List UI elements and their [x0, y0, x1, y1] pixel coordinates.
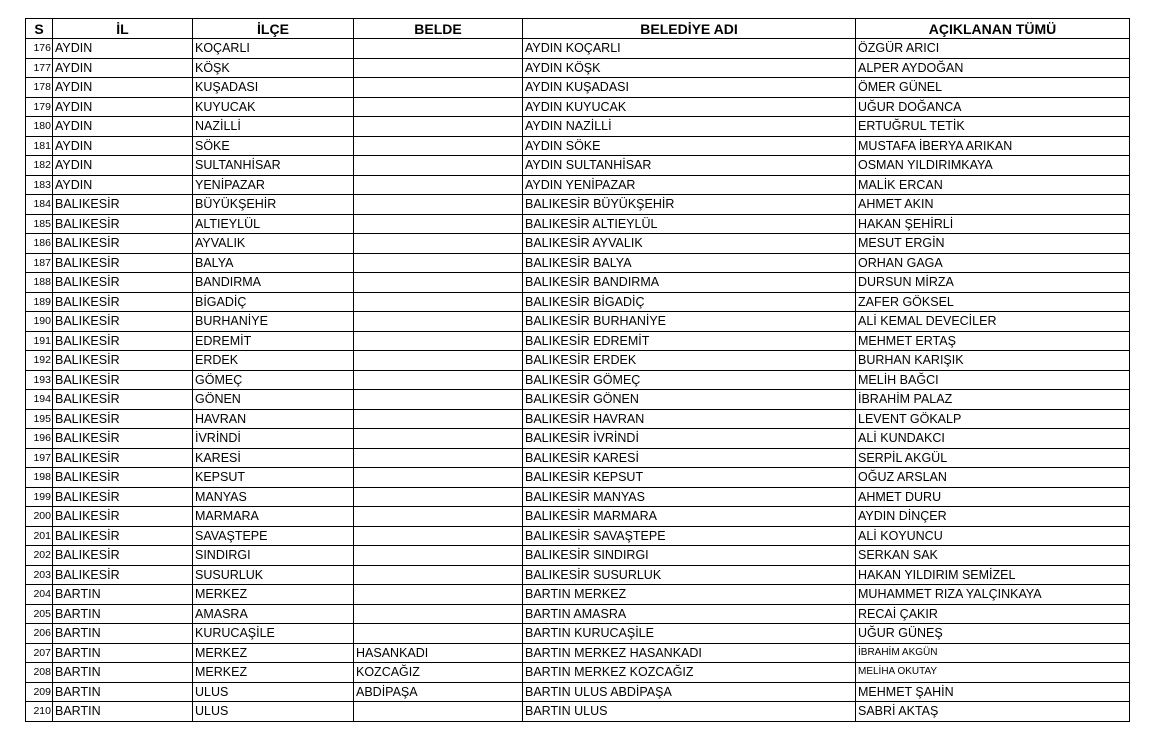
- cell-s: 210: [26, 702, 53, 722]
- cell-aciklanan: SERKAN SAK: [856, 546, 1130, 566]
- cell-aciklanan: ORHAN GAGA: [856, 253, 1130, 273]
- cell-s: 181: [26, 136, 53, 156]
- cell-belediye-adi: BALIKESİR SUSURLUK: [523, 565, 856, 585]
- cell-s: 206: [26, 624, 53, 644]
- cell-il: AYDIN: [53, 58, 193, 78]
- cell-ilce: ULUS: [193, 702, 354, 722]
- cell-il: BARTIN: [53, 604, 193, 624]
- cell-aciklanan: OĞUZ ARSLAN: [856, 468, 1130, 488]
- cell-belde: [354, 702, 523, 722]
- cell-aciklanan: AHMET DURU: [856, 487, 1130, 507]
- cell-s: 197: [26, 448, 53, 468]
- cell-ilce: ERDEK: [193, 351, 354, 371]
- cell-ilce: KARESİ: [193, 448, 354, 468]
- cell-aciklanan: AYDIN DİNÇER: [856, 507, 1130, 527]
- cell-aciklanan: ALİ KOYUNCU: [856, 526, 1130, 546]
- cell-s: 177: [26, 58, 53, 78]
- cell-ilce: İVRİNDİ: [193, 429, 354, 449]
- cell-s: 185: [26, 214, 53, 234]
- cell-il: AYDIN: [53, 97, 193, 117]
- cell-il: AYDIN: [53, 39, 193, 59]
- cell-belediye-adi: BALIKESİR BANDIRMA: [523, 273, 856, 293]
- cell-belediye-adi: BALIKESİR AYVALIK: [523, 234, 856, 254]
- cell-belediye-adi: BALIKESİR KEPSUT: [523, 468, 856, 488]
- table-row: [26, 39, 1130, 59]
- cell-ilce: SAVAŞTEPE: [193, 526, 354, 546]
- cell-belediye-adi: BALIKESİR GÖMEÇ: [523, 370, 856, 390]
- cell-s: 180: [26, 117, 53, 137]
- cell-s: 202: [26, 546, 53, 566]
- table-row: [26, 526, 1130, 546]
- cell-belediye-adi: BALIKESİR SINDIRGI: [523, 546, 856, 566]
- cell-s: 194: [26, 390, 53, 410]
- cell-ilce: SULTANHİSAR: [193, 156, 354, 176]
- cell-s: 193: [26, 370, 53, 390]
- cell-s: 190: [26, 312, 53, 332]
- cell-s: 209: [26, 682, 53, 702]
- table-row: [26, 682, 1130, 702]
- cell-ilce: GÖNEN: [193, 390, 354, 410]
- cell-aciklanan: HAKAN YILDIRIM SEMİZEL: [856, 565, 1130, 585]
- cell-s: 188: [26, 273, 53, 293]
- cell-il: BALIKESİR: [53, 546, 193, 566]
- table-row: [26, 58, 1130, 78]
- cell-belde: [354, 507, 523, 527]
- cell-belde: [354, 253, 523, 273]
- cell-il: BALIKESİR: [53, 273, 193, 293]
- cell-belediye-adi: BALIKESİR MANYAS: [523, 487, 856, 507]
- cell-s: 176: [26, 39, 53, 59]
- cell-aciklanan: RECAİ ÇAKIR: [856, 604, 1130, 624]
- cell-ilce: KUYUCAK: [193, 97, 354, 117]
- table-row: [26, 390, 1130, 410]
- cell-belde: KOZCAĞIZ: [354, 663, 523, 683]
- table-row: [26, 331, 1130, 351]
- cell-il: BALIKESİR: [53, 468, 193, 488]
- cell-ilce: HAVRAN: [193, 409, 354, 429]
- col-header-belediye-adi: BELEDİYE ADI: [523, 19, 856, 39]
- cell-aciklanan: MEHMET ŞAHİN: [856, 682, 1130, 702]
- cell-belde: [354, 585, 523, 605]
- cell-aciklanan: LEVENT GÖKALP: [856, 409, 1130, 429]
- cell-s: 207: [26, 643, 53, 663]
- cell-aciklanan: ZAFER GÖKSEL: [856, 292, 1130, 312]
- cell-belediye-adi: AYDIN SÖKE: [523, 136, 856, 156]
- table-row: [26, 468, 1130, 488]
- cell-ilce: KEPSUT: [193, 468, 354, 488]
- table-row: [26, 97, 1130, 117]
- cell-belde: [354, 234, 523, 254]
- table-row: [26, 253, 1130, 273]
- cell-belediye-adi: BALIKESİR BURHANİYE: [523, 312, 856, 332]
- cell-belde: [354, 312, 523, 332]
- cell-il: BALIKESİR: [53, 234, 193, 254]
- table-row: [26, 604, 1130, 624]
- cell-il: BALIKESİR: [53, 429, 193, 449]
- cell-belediye-adi: BALIKESİR GÖNEN: [523, 390, 856, 410]
- cell-ilce: SINDIRGI: [193, 546, 354, 566]
- cell-aciklanan: MALİK ERCAN: [856, 175, 1130, 195]
- cell-belde: [354, 195, 523, 215]
- cell-il: BALIKESİR: [53, 253, 193, 273]
- cell-belde: [354, 624, 523, 644]
- table-row: [26, 292, 1130, 312]
- table-row: [26, 546, 1130, 566]
- table-row: [26, 643, 1130, 663]
- col-header-il: İL: [53, 19, 193, 39]
- cell-ilce: EDREMİT: [193, 331, 354, 351]
- cell-s: 195: [26, 409, 53, 429]
- cell-ilce: MARMARA: [193, 507, 354, 527]
- cell-il: BALIKESİR: [53, 370, 193, 390]
- cell-belediye-adi: AYDIN KOÇARLI: [523, 39, 856, 59]
- cell-belde: [354, 39, 523, 59]
- cell-belde: [354, 409, 523, 429]
- cell-ilce: KURUCAŞİLE: [193, 624, 354, 644]
- cell-belediye-adi: BARTIN MERKEZ HASANKADI: [523, 643, 856, 663]
- cell-s: 183: [26, 175, 53, 195]
- cell-il: BARTIN: [53, 624, 193, 644]
- cell-ilce: MERKEZ: [193, 585, 354, 605]
- cell-s: 179: [26, 97, 53, 117]
- cell-ilce: MERKEZ: [193, 663, 354, 683]
- cell-belde: [354, 175, 523, 195]
- cell-ilce: AYVALIK: [193, 234, 354, 254]
- cell-belde: [354, 429, 523, 449]
- cell-s: 199: [26, 487, 53, 507]
- cell-ilce: BANDIRMA: [193, 273, 354, 293]
- cell-aciklanan: SERPİL AKGÜL: [856, 448, 1130, 468]
- cell-il: AYDIN: [53, 117, 193, 137]
- cell-belediye-adi: BARTIN MERKEZ: [523, 585, 856, 605]
- cell-s: 203: [26, 565, 53, 585]
- cell-s: 196: [26, 429, 53, 449]
- cell-belediye-adi: BALIKESİR BİGADİÇ: [523, 292, 856, 312]
- cell-ilce: AMASRA: [193, 604, 354, 624]
- cell-ilce: GÖMEÇ: [193, 370, 354, 390]
- cell-il: BALIKESİR: [53, 507, 193, 527]
- cell-il: BALIKESİR: [53, 448, 193, 468]
- table-row: [26, 448, 1130, 468]
- cell-belediye-adi: BALIKESİR ALTIEYLÜL: [523, 214, 856, 234]
- cell-ilce: MERKEZ: [193, 643, 354, 663]
- cell-belediye-adi: AYDIN KÖŞK: [523, 58, 856, 78]
- table-row: [26, 117, 1130, 137]
- cell-s: 208: [26, 663, 53, 683]
- cell-il: BALIKESİR: [53, 487, 193, 507]
- table-row: [26, 565, 1130, 585]
- cell-belde: [354, 117, 523, 137]
- cell-ilce: ALTIEYLÜL: [193, 214, 354, 234]
- cell-belde: [354, 546, 523, 566]
- cell-il: BALIKESİR: [53, 351, 193, 371]
- table-row: [26, 663, 1130, 683]
- cell-aciklanan: UĞUR DOĞANCA: [856, 97, 1130, 117]
- cell-aciklanan: ALİ KEMAL DEVECİLER: [856, 312, 1130, 332]
- cell-s: 182: [26, 156, 53, 176]
- cell-aciklanan: BURHAN KARIŞIK: [856, 351, 1130, 371]
- cell-aciklanan: HAKAN ŞEHİRLİ: [856, 214, 1130, 234]
- cell-s: 198: [26, 468, 53, 488]
- cell-il: BALIKESİR: [53, 390, 193, 410]
- cell-ilce: NAZİLLİ: [193, 117, 354, 137]
- cell-s: 204: [26, 585, 53, 605]
- cell-belediye-adi: BALIKESİR HAVRAN: [523, 409, 856, 429]
- cell-belediye-adi: BALIKESİR KARESİ: [523, 448, 856, 468]
- cell-belde: [354, 448, 523, 468]
- cell-il: AYDIN: [53, 175, 193, 195]
- header-row: [26, 19, 1130, 39]
- cell-belde: [354, 351, 523, 371]
- cell-belde: ABDİPAŞA: [354, 682, 523, 702]
- cell-il: BARTIN: [53, 682, 193, 702]
- table-row: [26, 214, 1130, 234]
- cell-il: BALIKESİR: [53, 214, 193, 234]
- cell-ilce: SÖKE: [193, 136, 354, 156]
- table-row: [26, 156, 1130, 176]
- cell-belde: [354, 273, 523, 293]
- cell-ilce: KUŞADASI: [193, 78, 354, 98]
- table-row: [26, 702, 1130, 722]
- cell-belediye-adi: BARTIN MERKEZ KOZCAĞIZ: [523, 663, 856, 683]
- cell-il: BALIKESİR: [53, 292, 193, 312]
- cell-aciklanan: ALİ KUNDAKCI: [856, 429, 1130, 449]
- cell-aciklanan: UĞUR GÜNEŞ: [856, 624, 1130, 644]
- cell-belediye-adi: BARTIN AMASRA: [523, 604, 856, 624]
- cell-aciklanan: ÖMER GÜNEL: [856, 78, 1130, 98]
- cell-belde: [354, 526, 523, 546]
- cell-il: BALIKESİR: [53, 312, 193, 332]
- cell-ilce: BÜYÜKŞEHİR: [193, 195, 354, 215]
- cell-belediye-adi: BALIKESİR MARMARA: [523, 507, 856, 527]
- cell-il: BARTIN: [53, 585, 193, 605]
- cell-s: 186: [26, 234, 53, 254]
- cell-belediye-adi: AYDIN NAZİLLİ: [523, 117, 856, 137]
- cell-aciklanan: ÖZGÜR ARICI: [856, 39, 1130, 59]
- cell-belde: [354, 565, 523, 585]
- cell-aciklanan: SABRİ AKTAŞ: [856, 702, 1130, 722]
- cell-s: 192: [26, 351, 53, 371]
- cell-belediye-adi: BALIKESİR SAVAŞTEPE: [523, 526, 856, 546]
- col-header-s: S: [26, 19, 53, 39]
- cell-belde: [354, 78, 523, 98]
- cell-ilce: BALYA: [193, 253, 354, 273]
- col-header-aciklanan: AÇIKLANAN TÜMÜ: [856, 19, 1130, 39]
- cell-aciklanan: ERTUĞRUL TETİK: [856, 117, 1130, 137]
- cell-belde: [354, 58, 523, 78]
- table-row: [26, 370, 1130, 390]
- cell-s: 184: [26, 195, 53, 215]
- cell-s: 189: [26, 292, 53, 312]
- table-row: [26, 487, 1130, 507]
- cell-il: BALIKESİR: [53, 195, 193, 215]
- cell-belediye-adi: BALIKESİR BALYA: [523, 253, 856, 273]
- results-table: [25, 18, 1130, 722]
- cell-belde: HASANKADI: [354, 643, 523, 663]
- table-row: [26, 624, 1130, 644]
- cell-il: BARTIN: [53, 643, 193, 663]
- cell-s: 200: [26, 507, 53, 527]
- table-row: [26, 312, 1130, 332]
- cell-s: 178: [26, 78, 53, 98]
- table-row: [26, 234, 1130, 254]
- cell-aciklanan: MESUT ERGİN: [856, 234, 1130, 254]
- cell-belediye-adi: AYDIN YENİPAZAR: [523, 175, 856, 195]
- cell-ilce: KÖŞK: [193, 58, 354, 78]
- cell-belde: [354, 487, 523, 507]
- cell-ilce: ULUS: [193, 682, 354, 702]
- cell-belde: [354, 468, 523, 488]
- cell-ilce: BİGADİÇ: [193, 292, 354, 312]
- cell-s: 191: [26, 331, 53, 351]
- cell-belediye-adi: AYDIN SULTANHİSAR: [523, 156, 856, 176]
- cell-aciklanan: OSMAN YILDIRIMKAYA: [856, 156, 1130, 176]
- table-row: [26, 175, 1130, 195]
- cell-belde: [354, 136, 523, 156]
- cell-belde: [354, 370, 523, 390]
- table-row: [26, 273, 1130, 293]
- cell-ilce: KOÇARLI: [193, 39, 354, 59]
- table-row: [26, 409, 1130, 429]
- cell-belediye-adi: BARTIN KURUCAŞİLE: [523, 624, 856, 644]
- cell-il: BALIKESİR: [53, 565, 193, 585]
- cell-aciklanan: MELİHA OKUTAY: [856, 663, 1130, 683]
- cell-s: 201: [26, 526, 53, 546]
- cell-belde: [354, 331, 523, 351]
- cell-ilce: SUSURLUK: [193, 565, 354, 585]
- cell-il: AYDIN: [53, 78, 193, 98]
- cell-aciklanan: AHMET AKIN: [856, 195, 1130, 215]
- cell-belediye-adi: AYDIN KUYUCAK: [523, 97, 856, 117]
- cell-belediye-adi: BALIKESİR İVRİNDİ: [523, 429, 856, 449]
- cell-aciklanan: MUHAMMET RIZA YALÇINKAYA: [856, 585, 1130, 605]
- cell-s: 205: [26, 604, 53, 624]
- table-row: [26, 351, 1130, 371]
- cell-aciklanan: DURSUN MİRZA: [856, 273, 1130, 293]
- cell-belde: [354, 97, 523, 117]
- col-header-belde: BELDE: [354, 19, 523, 39]
- cell-s: 187: [26, 253, 53, 273]
- cell-belde: [354, 390, 523, 410]
- cell-il: BALIKESİR: [53, 526, 193, 546]
- cell-belediye-adi: BALIKESİR ERDEK: [523, 351, 856, 371]
- cell-il: BALIKESİR: [53, 409, 193, 429]
- table-row: [26, 136, 1130, 156]
- cell-belde: [354, 214, 523, 234]
- cell-il: AYDIN: [53, 156, 193, 176]
- cell-aciklanan: MELİH BAĞCI: [856, 370, 1130, 390]
- cell-ilce: YENİPAZAR: [193, 175, 354, 195]
- cell-belediye-adi: BARTIN ULUS: [523, 702, 856, 722]
- cell-il: BARTIN: [53, 663, 193, 683]
- table-row: [26, 507, 1130, 527]
- cell-belediye-adi: AYDIN KUŞADASI: [523, 78, 856, 98]
- table-row: [26, 429, 1130, 449]
- cell-belde: [354, 156, 523, 176]
- cell-il: AYDIN: [53, 136, 193, 156]
- cell-belediye-adi: BARTIN ULUS ABDİPAŞA: [523, 682, 856, 702]
- cell-belediye-adi: BALIKESİR BÜYÜKŞEHİR: [523, 195, 856, 215]
- cell-aciklanan: ALPER AYDOĞAN: [856, 58, 1130, 78]
- cell-ilce: BURHANİYE: [193, 312, 354, 332]
- cell-belde: [354, 604, 523, 624]
- cell-il: BALIKESİR: [53, 331, 193, 351]
- cell-aciklanan: İBRAHİM AKGÜN: [856, 643, 1130, 663]
- cell-belediye-adi: BALIKESİR EDREMİT: [523, 331, 856, 351]
- table-row: [26, 585, 1130, 605]
- cell-aciklanan: MUSTAFA İBERYA ARIKAN: [856, 136, 1130, 156]
- col-header-ilce: İLÇE: [193, 19, 354, 39]
- table-row: [26, 78, 1130, 98]
- table-row: [26, 195, 1130, 215]
- cell-aciklanan: İBRAHİM PALAZ: [856, 390, 1130, 410]
- cell-ilce: MANYAS: [193, 487, 354, 507]
- cell-aciklanan: MEHMET ERTAŞ: [856, 331, 1130, 351]
- cell-il: BARTIN: [53, 702, 193, 722]
- cell-belde: [354, 292, 523, 312]
